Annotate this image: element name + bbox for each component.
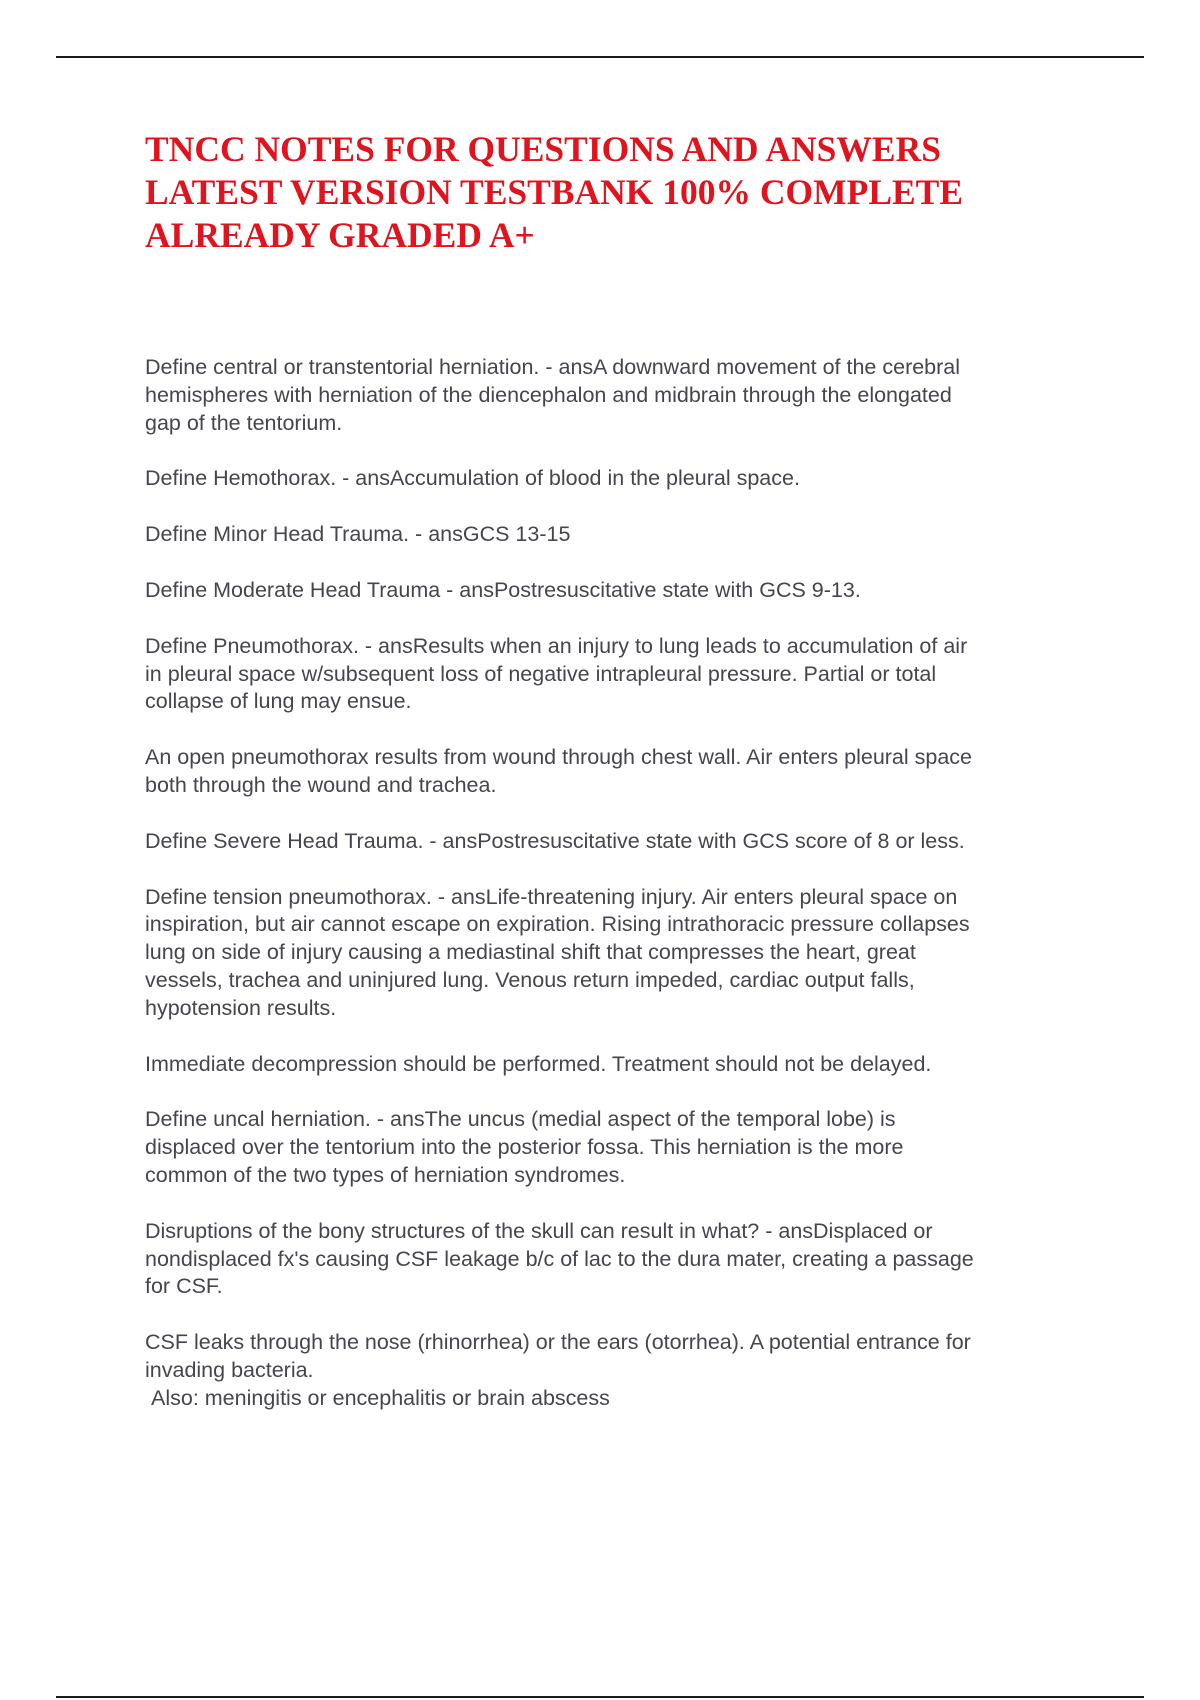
top-rule [56,56,1144,58]
qa-paragraph [145,354,1085,437]
qa-paragraph [145,633,1085,716]
document-body [145,354,1085,1441]
text-line: lung on side of injury causing a mediastinal shift that compresses the heart, great [145,940,916,965]
text-line: common of the two types of herniation syndromes. [145,1162,626,1187]
text-line: CSF leaks through the nose (rhinorrhea) or the ears (otorrhea). A potential entrance for [145,1330,971,1355]
qa-paragraph [145,465,1085,493]
text-line: both through the wound and trachea. [145,772,497,797]
text-line: Define Severe Head Trauma. - ansPostresuscitative state with GCS score of 8 or less. [145,828,965,853]
text-line: in pleural space w/subsequent loss of negative intrapleural pressure. Partial or total [145,661,937,686]
qa-paragraph [145,884,1085,1023]
text-line: nondisplaced fx's causing CSF leakage b/c of lac to the dura mater, creating a passage [145,1246,974,1271]
document-title [145,128,1045,257]
title-line: TNCC NOTES FOR QUESTIONS AND ANSWERS [145,129,941,169]
text-line: Define Minor Head Trauma. - ansGCS 13-15 [145,522,571,547]
text-line: Define central or transtentorial herniation. - ansA downward movement of the cerebral [145,355,961,379]
text-line: invading bacteria. [145,1357,314,1382]
qa-paragraph [145,1329,1085,1412]
text-line: collapse of lung may ensue. [145,689,412,714]
text-line: Immediate decompression should be performed. Treatment should not be delayed. [145,1051,932,1076]
text-line: Define Pneumothorax. - ansResults when an injury to lung leads to accumulation of air [145,633,968,658]
text-line: hypotension results. [145,995,337,1020]
text-line: for CSF. [145,1274,223,1299]
text-line: An open pneumothorax results from wound through chest wall. Air enters pleural space [145,745,973,770]
text-line: Also: meningitis or encephalitis or brain abscess [151,1385,610,1410]
qa-paragraph [145,577,1085,605]
text-line: inspiration, but air cannot escape on expiration. Rising intrathoracic pressure collapses [145,912,970,937]
text-line: Disruptions of the bony structures of the skull can result in what? - ansDisplaced or [145,1218,933,1243]
text-line: hemispheres with herniation of the diencephalon and midbrain through the elongated [145,382,952,407]
bottom-rule [56,1696,1144,1698]
text-line: Define Moderate Head Trauma - ansPostresuscitative state with GCS 9-13. [145,577,861,602]
qa-paragraph [145,1051,1085,1079]
text-line: Define uncal herniation. - ansThe uncus (medial aspect of the temporal lobe) is [145,1107,896,1132]
title-line: LATEST VERSION TESTBANK 100% COMPLETE [145,172,964,212]
text-line: gap of the tentorium. [145,410,343,435]
text-line: vessels, trachea and uninjured lung. Venous return impeded, cardiac output falls, [145,967,915,992]
text-line: Define tension pneumothorax. - ansLife-threatening injury. Air enters pleural space on [145,884,958,909]
title-line: ALREADY GRADED A+ [145,215,535,255]
qa-paragraph [145,744,1085,800]
text-line: Define Hemothorax. - ansAccumulation of blood in the pleural space. [145,466,800,491]
qa-paragraph [145,521,1085,549]
qa-paragraph [145,828,1085,856]
text-line: displaced over the tentorium into the posterior fossa. This herniation is the more [145,1135,904,1160]
qa-paragraph [145,1106,1085,1189]
qa-paragraph [145,1218,1085,1301]
